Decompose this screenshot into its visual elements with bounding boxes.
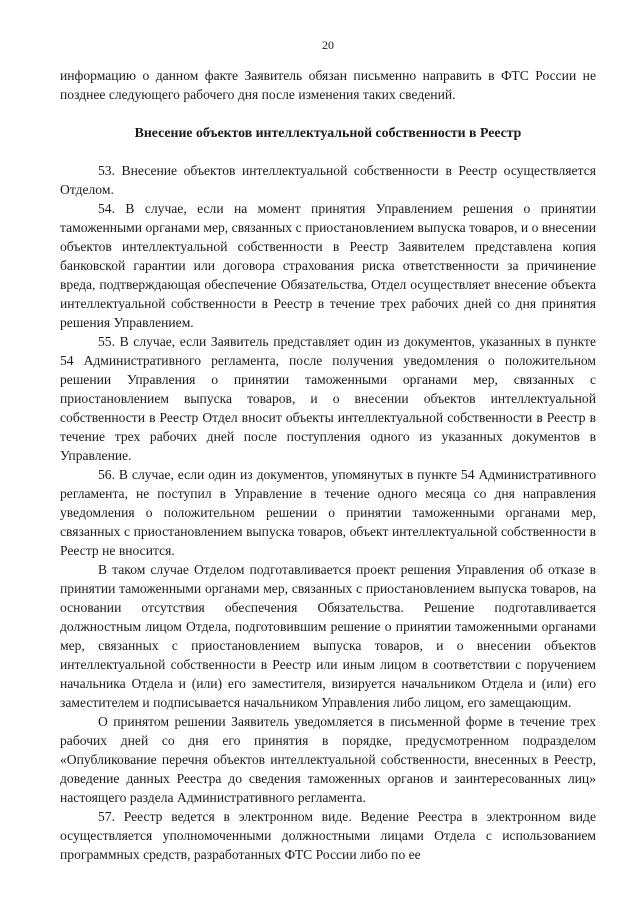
paragraph-54: 54. В случае, если на момент принятия Управлением решения о принятии таможенными органами мер, связанных с приостановлением выпуска товаров, и о внесении объектов интеллектуальной собственности в Реестр Заявителем представлена копия банковской гарантии или договора страхования риска ответственности за причинение вреда, подтверждающая обеспечение Обязательства, Отдел осуществляет внесение объекта интеллектуальной собственности в Реестр в течение трех рабочих дней со дня принятия решения Управлением. [60,201,596,330]
section-title: Внесение объектов интеллектуальной собственности в Реестр [134,125,522,140]
paragraph-56: 56. В случае, если один из документов, упомянутых в пункте 54 Административного регламента, не поступил в Управление в течение одного месяца со дня направления уведомления о положительном решении о принятии таможенными органами мер, связанных с приостановлением выпуска товаров, объект интеллектуальной собственности в Реестр не вносится. [60,467,596,558]
continuation-paragraph: информацию о данном факте Заявитель обязан письменно направить в ФТС России не позднее следующего рабочего дня после изменения таких сведений. [60,68,596,102]
paragraph-56-notification: О принятом решении Заявитель уведомляется в письменной форме в течение трех рабочих дней со дня его принятия в порядке, предусмотренном подразделом «Опубликование перечня объектов интеллектуальной собственности, внесенных в Реестр, доведение данных Реестра до сведения таможенных органов и заинтересованных лиц» настоящего раздела Административного регламента. [60,714,596,805]
paragraph-55: 55. В случае, если Заявитель представляет один из документов, указанных в пункте 54 Административного регламента, после получения уведомления о положительном решении Управления о принятии таможенными органами мер, связанных с приостановлением выпуска товаров, и о внесении объектов интеллектуальной собственности в Реестр Отдел вносит объекты интеллектуальной собственности в Реестр в течение трех рабочих дней после поступления одного из указанных документов в Управление. [60,334,596,463]
paragraph-53: 53. Внесение объектов интеллектуальной собственности в Реестр осуществляется Отделом. [60,163,596,197]
paragraph-56-refusal: В таком случае Отделом подготавливается проект решения Управления об отказе в принятии таможенными органами мер, связанных с приостановлением выпуска товаров, на основании отсутствия обеспечения Обязательства. Решение подготавливается должностным лицом Отдела, подготовившим решение о принятии таможенными органами мер, связанных с приостановлением выпуска товаров, и о внесении объектов интеллектуальной собственности в Реестр или иным лицом в соответствии с поручением начальника Отдела и (или) его заместителя, визируется начальником Отдела и (или) его заместителем и подписывается начальником Управления либо лицом, его замещающим. [60,562,596,710]
document-page [60,0,596,900]
paragraph-57: 57. Реестр ведется в электронном виде. Ведение Реестра в электронном виде осуществляется уполномоченными должностными лицами Отдела с использованием программных средств, разработанных ФТС России либо по ее [60,809,596,862]
page-number: 20 [322,38,334,52]
document-body [60,66,596,864]
